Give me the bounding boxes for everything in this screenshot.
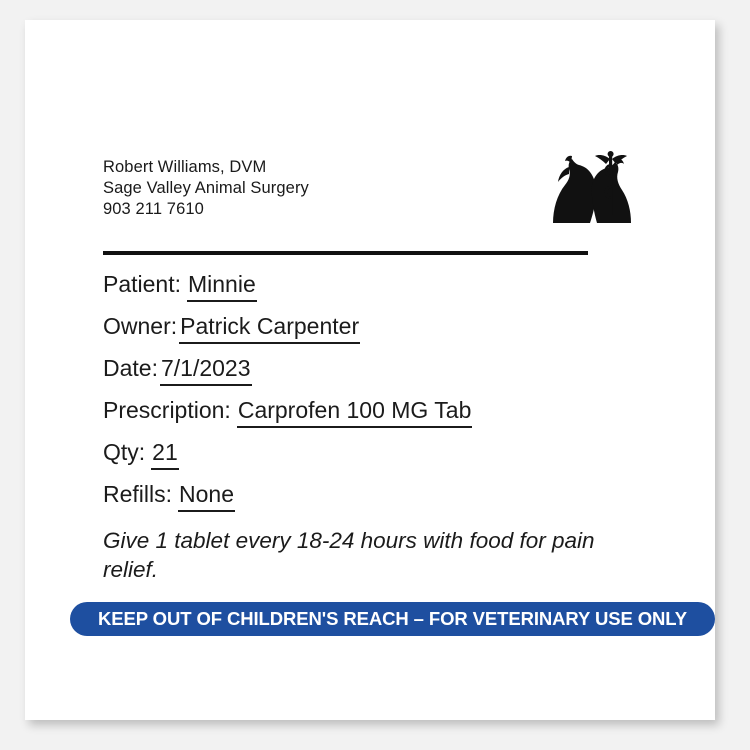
field-date-value: 7/1/2023: [160, 353, 252, 386]
field-qty-value: 21: [151, 437, 179, 470]
field-date-label: Date:: [103, 355, 158, 381]
prescription-fields: [103, 269, 643, 512]
clinic-phone: 903 211 7610: [103, 200, 204, 218]
field-date: [103, 353, 643, 386]
warning-banner: [70, 602, 715, 636]
field-qty: [103, 437, 643, 470]
field-patient-value: Minnie: [187, 269, 257, 302]
prescription-content: [103, 155, 643, 584]
field-owner: [103, 311, 643, 344]
warning-banner-text: KEEP OUT OF CHILDREN'S REACH – FOR VETERINARY USE ONLY: [97, 608, 688, 629]
field-refills-label: Refills:: [103, 481, 173, 507]
field-patient-label: Patient:: [103, 271, 181, 297]
field-prescription-label: Prescription:: [103, 397, 231, 423]
field-prescription: [103, 395, 643, 428]
prescriber-name: Robert Williams, DVM: [103, 158, 267, 176]
horse-and-dog-caduceus-logo-icon: [547, 151, 635, 229]
field-owner-label: Owner:: [103, 313, 178, 339]
field-prescription-value: Carprofen 100 MG Tab: [237, 395, 473, 428]
header-divider: [103, 251, 588, 255]
practice-name: Sage Valley Animal Surgery: [103, 179, 309, 197]
field-patient: [103, 269, 643, 302]
clinic-info: [103, 155, 309, 220]
field-refills-value: None: [178, 479, 235, 512]
field-qty-label: Qty:: [103, 439, 146, 465]
letterhead: [103, 155, 643, 229]
field-owner-value: Patrick Carpenter: [179, 311, 360, 344]
prescription-card: [25, 20, 715, 720]
field-refills: [103, 479, 643, 512]
directions-text: Give 1 tablet every 18-24 hours with food for pain relief.: [103, 528, 595, 582]
